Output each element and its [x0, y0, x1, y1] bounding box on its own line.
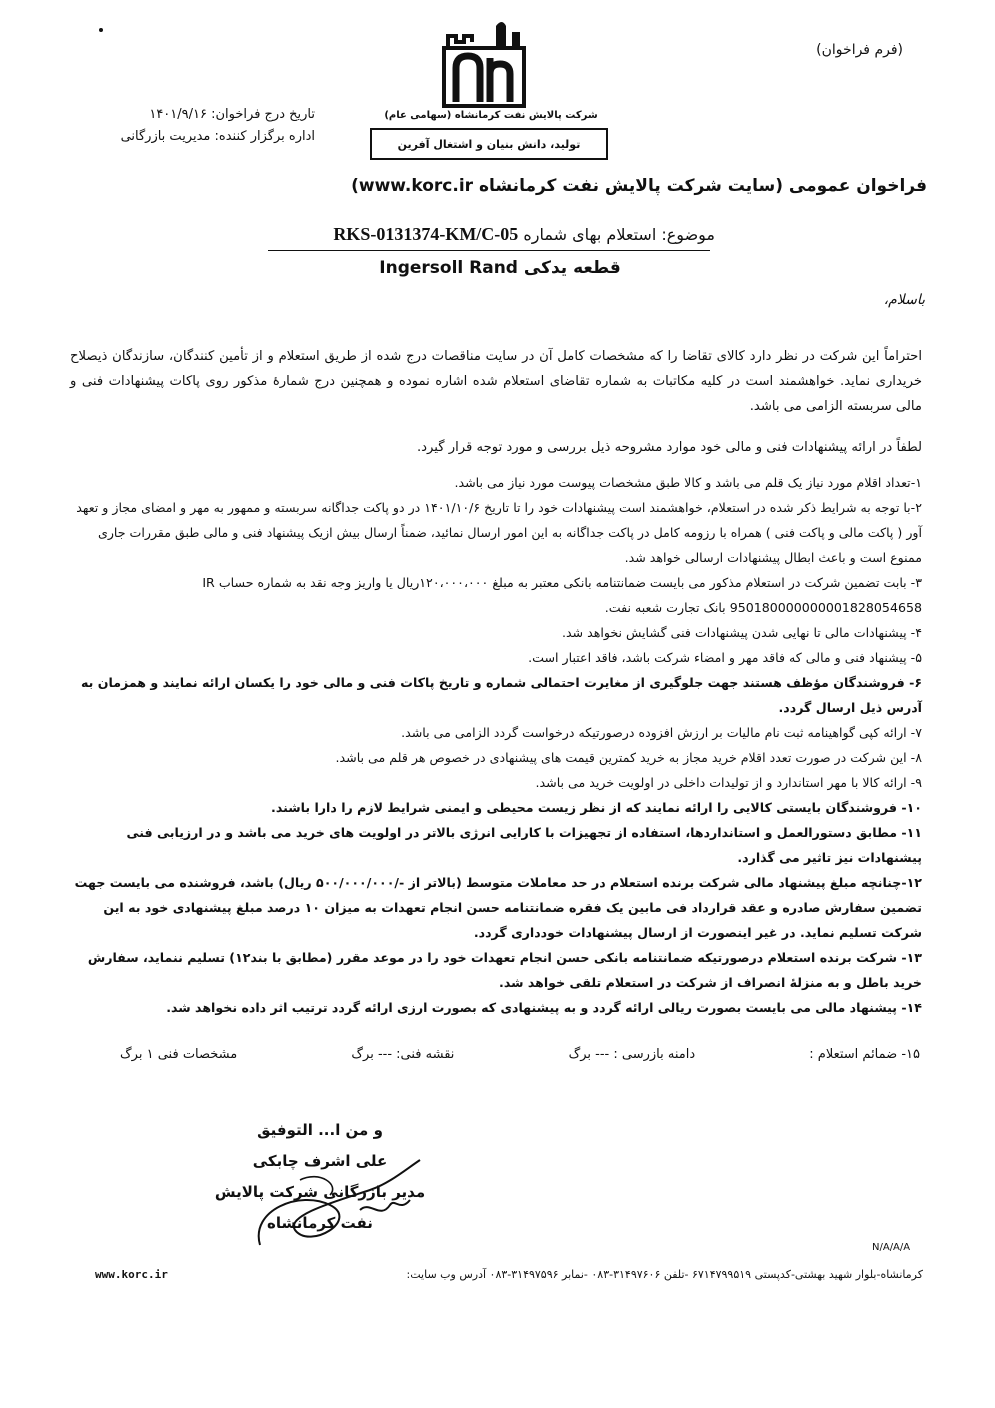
attachment-drawing: نقشه فنی: --- برگ	[351, 1047, 455, 1062]
condition-item: ۴- پیشنهادات مالی تا نهایی شدن پیشنهادات فنی گشایش نخواهد شد.	[561, 625, 922, 640]
condition-item: ۸- این شرکت در صورت تعدد اقلام خرید مجاز به خرید کمترین قیمت های پیشنهادی در خصوص هر قلم می باشد.	[335, 750, 922, 765]
signer-name: علی اشرف چابکی	[252, 1152, 388, 1170]
condition-item: ۹- ارائه کالا با مهر استاندارد و از تولیدات داخلی در اولویت خرید می باشد.	[535, 775, 922, 790]
attachment-specs: مشخصات فنی ۱ برگ	[120, 1047, 238, 1062]
attachments-label: ۱۵- ضمائم استعلام :	[809, 1047, 920, 1062]
footer-address: کرمانشاه-بلوار شهید بهشتی-کدپستی ۶۷۱۴۷۹۹۵۱۹ -تلفن ۳۱۴۹۷۶۰۶-۰۸۳ -نمابر ۳۱۴۹۷۵۹۶-۰۸۳ آدرس وب سایت:	[406, 1268, 923, 1281]
condition-item: ۱-تعداد اقلام مورد نیاز یک قلم می باشد و کالا طبق مشخصات پیوست مورد نیاز می باشد.	[454, 475, 922, 490]
inquiry-code: RKS-0131374-KM/C-05	[333, 224, 519, 244]
announcement-date: تاریخ درج فراخوان: ۱۴۰۱/۹/۱۶	[149, 107, 315, 122]
subject-line	[333, 224, 715, 245]
meta-block	[100, 104, 315, 148]
attachments-row	[120, 1047, 920, 1062]
item-name: قطعه یدکی Ingersoll Rand	[379, 258, 621, 278]
condition-item: ۱۴- پیشنهاد مالی می بایست بصورت ریالی ارائه گردد و به پیشنهادی که بصورت ارزی ارائه گردد ترتیب اثر داده نخواهد شد.	[166, 1000, 922, 1015]
ink-dot	[99, 28, 103, 32]
document-title: فراخوان عمومی (سایت شرکت پالایش نفت کرمانشاه www.korc.ir)	[351, 176, 927, 196]
condition-item: ۱۲-چنانچه مبلغ پیشنهاد مالی شرکت برنده استعلام در حد معاملات متوسط (بالاتر از -/۵۰۰/۰۰۰/۰۰۰ ریال) باشد، فروشنده می بایست جهت تضمین سفارش صادره و عقد قرارداد فی مابین یک فقره ضمانتنامه حسن انجام تعهدات به میزان ۱۰ درصد مبلغ پیشنهادی خود به این شرکت تسلیم نماید. در غیر اینصورت از ارسال پیشنهادات خودداری گردد.	[74, 875, 922, 940]
condition-item: ۶- فروشندگان مؤظف هستند جهت جلوگیری از مغایرت احتمالی شماره و تاریخ پاکات فنی و مالی خود را یکسان ارائه نمایند و همزمان به آدرس ذیل ارسال گردد.	[80, 675, 922, 715]
greeting: باسلام،	[883, 292, 925, 308]
condition-item: ۱۰- فروشندگان بایستی کالایی را ارائه نمایند که از نظر زیست محیطی و ایمنی شرایط لازم را دارا باشند.	[271, 800, 922, 815]
condition-item: ۱۱- مطابق دستورالعمل و استانداردها، استفاده از تجهیزات با کارایی انرژی بالاتر در اولویت های خرید می باشد و در ارزیابی فنی پیشنهادات نیز تاثیر می گذارد.	[126, 825, 922, 865]
attachment-inspection: دامنه بازرسی : --- برگ	[568, 1047, 696, 1062]
condition-item: ۲-با توجه به شرایط ذکر شده در استعلام، خواهشمند است پیشنهادات خود را تا تاریخ ۱۴۰۱/۱۰/۶ در دو پاکت جداگانه سربسته و ممهور به مهر و امضای مجاز و تعهد آور ( پاکت مالی و پاکت فنی ) همراه با رزومه کامل در پاکت جداگانه به این امور ارسال نمائید، ضمناً ارسال بیش ازیک پیشنهاد فنی و مالی طبق مقررات جاری ممنوع است و باعث ابطال پیشنهادات ارسالی خواهد شد.	[76, 500, 922, 565]
condition-item: ۵- پیشنهاد فنی و مالی که فاقد مهر و امضاء شرکت باشد، فاقد اعتبار است.	[528, 650, 922, 665]
footer-website[interactable]: www.korc.ir	[95, 1268, 168, 1281]
slogan: تولید، دانش بنیان و اشتغال آفرین	[397, 137, 581, 151]
intro-paragraph: احتراماً این شرکت در نظر دارد کالای تقاضا را که مشخصات کامل آن در سایت مناقصات درج شده از طریق استعلام و از تأمین کنندگان، سازندگان ذیصلاح خریداری نماید. خواهشمند است در کلیه مکاتبات به شماره تقاضای استعلام شده اشاره نموده و همچنین درج شمارهٔ مذکور روی پاکات پیشنهادات فنی و مالی سربسته الزامی می باشد.	[70, 349, 922, 414]
condition-item: ۳- بابت تضمین شرکت در استعلام مذکور می بایست ضمانتنامه بانکی معتبر به مبلغ ۱۲۰،۰۰۰،۰۰۰ریال یا واریز وجه نقد به شماره حساب IR 950180000000001828054658 بانک تجارت شعبه نفت.	[202, 575, 922, 615]
subject-underline	[268, 250, 710, 251]
form-label: (فرم فراخوان)	[816, 42, 903, 58]
issuing-department: اداره برگزار کننده: مدیریت بازرگانی	[120, 129, 315, 144]
subject-prefix: موضوع: استعلام بهای شماره	[523, 225, 715, 244]
company-logo-icon	[438, 18, 530, 110]
slogan-box	[370, 128, 608, 160]
reference-code: N/A/A/A	[872, 1242, 911, 1253]
handwritten-signature-icon	[240, 1150, 430, 1260]
company-name: شرکت پالایش نفت کرمانشاه (سهامی عام)	[384, 110, 598, 121]
lead-paragraph: لطفاً در ارائه پیشنهادات فنی و مالی خود موارد مشروحه ذیل بررسی و مورد توجه قرار گیرد.	[416, 440, 922, 455]
condition-item: ۱۳- شرکت برنده استعلام درصورتیکه ضمانتنامه بانکی حسن انجام تعهدات خود را در موعد مقرر (مطابق با بند۱۲) تسلیم ننماید، سفارش خرید باطل و به منزلهٔ انصراف از شرکت در استعلام تلقی خواهد شد.	[87, 950, 922, 990]
footer	[95, 1268, 923, 1281]
closing-phrase: و من ا... التوفیق	[257, 1121, 383, 1139]
condition-item: ۷- ارائه کپی گواهینامه ثبت نام مالیات بر ارزش افزوده درصورتیکه درخواست گردد الزامی می باشد.	[401, 725, 922, 740]
signer-position: مدیر بازرگانی شرکت پالایش نفت کرمانشاه	[214, 1183, 426, 1232]
conditions-list	[70, 470, 922, 1020]
